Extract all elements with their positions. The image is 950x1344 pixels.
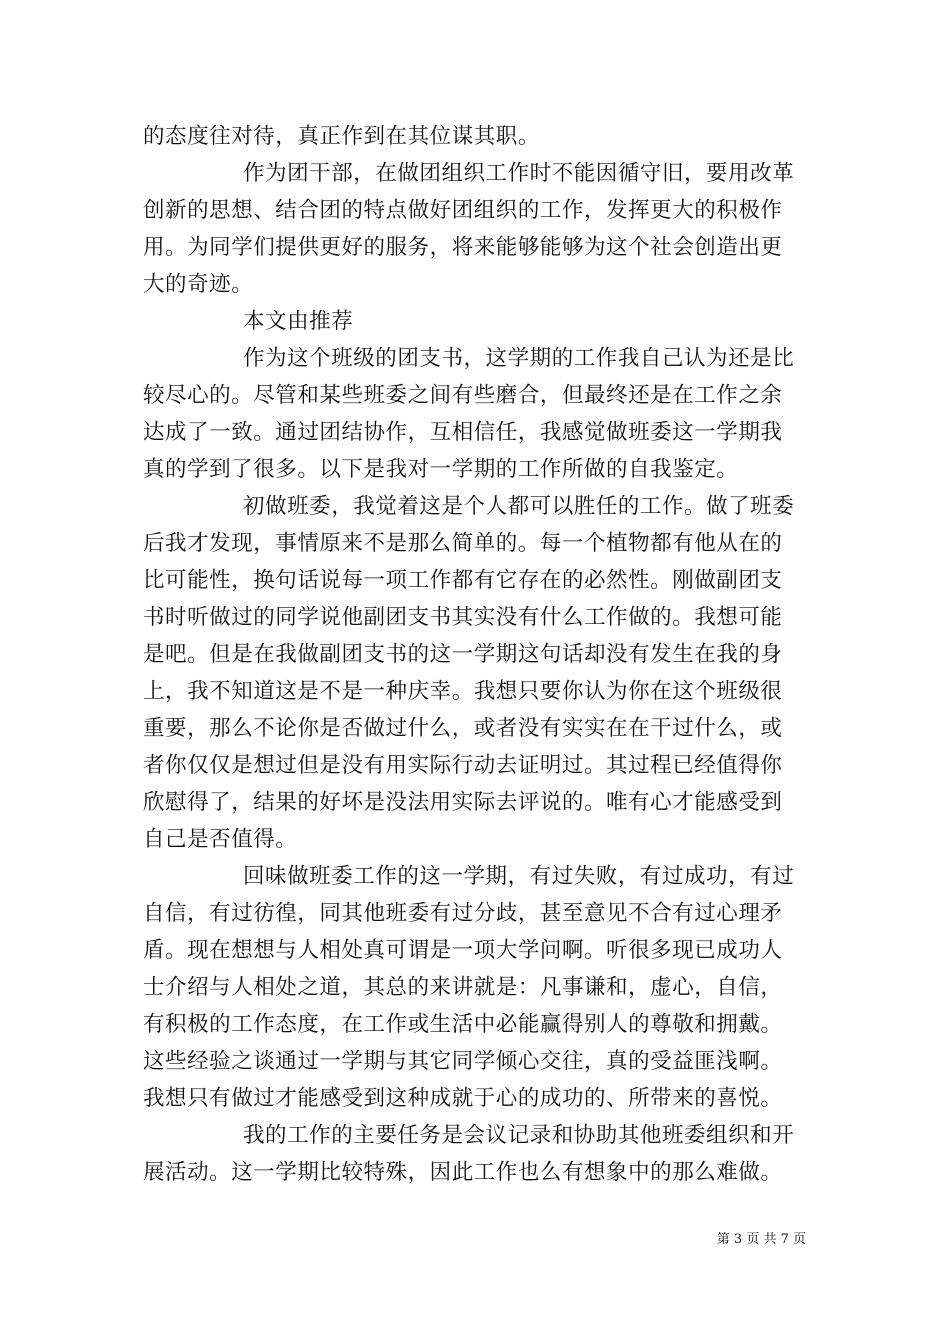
text-line: 用。为同学们提供更好的服务，将来能够能够为这个社会创造出更 <box>143 235 783 260</box>
text-line: 有积极的工作态度，在工作或生活中必能赢得别人的尊敬和拥戴。 <box>143 1012 783 1037</box>
paragraph-start-line: 本文由推荐 <box>243 309 354 334</box>
paragraph-start-line: 作为团干部，在做团组织工作时不能因循守旧，要用改革 <box>243 161 795 186</box>
text-line: 后我才发现，事情原来不是那么简单的。每一个植物都有他从在的 <box>143 531 783 556</box>
text-line: 是吧。但是在我做副团支书的这一学期这句话却没有发生在我的身 <box>143 642 783 667</box>
text-line: 展活动。这一学期比较特殊，因此工作也么有想象中的那么难做。 <box>143 1160 783 1185</box>
paragraph-start-line: 初做班委，我觉着这是个人都可以胜任的工作。做了班委 <box>243 494 795 519</box>
text-line: 真的学到了很多。以下是我对一学期的工作所做的自我鉴定。 <box>143 457 739 482</box>
text-line: 自信，有过彷徨，同其他班委有过分歧，甚至意见不合有过心理矛 <box>143 901 783 926</box>
text-line: 达成了一致。通过团结协作，互相信任，我感觉做班委这一学期我 <box>143 420 783 445</box>
text-line: 较尽心的。尽管和某些班委之间有些磨合，但最终还是在工作之余 <box>143 383 783 408</box>
text-line: 士介绍与人相处之道，其总的来讲就是：凡事谦和，虚心，自信， <box>143 975 783 1000</box>
text-line: 欣慰得了，结果的好坏是没法用实际去评说的。唯有心才能感受到 <box>143 790 783 815</box>
text-line: 书时听做过的同学说他副团支书其实没有什么工作做的。我想可能 <box>143 605 783 630</box>
text-line: 的态度往对待，真正作到在其位谋其职。 <box>143 124 540 149</box>
paragraph-start-line: 回味做班委工作的这一学期，有过失败，有过成功，有过 <box>243 864 795 889</box>
paragraph-start-line: 作为这个班级的团支书，这学期的工作我自己认为还是比 <box>243 346 795 371</box>
text-line: 重要，那么不论你是否做过什么，或者没有实实在在干过什么，或 <box>143 716 783 741</box>
text-line: 者你仅仅是想过但是没有用实际行动去证明过。其过程已经值得你 <box>143 753 783 778</box>
text-line: 我想只有做过才能感受到这种成就于心的成功的、所带来的喜悦。 <box>143 1086 783 1111</box>
text-line: 自己是否值得。 <box>143 827 298 852</box>
paragraph-start-line: 我的工作的主要任务是会议记录和协助其他班委组织和开 <box>243 1123 795 1148</box>
page-number-footer: 第 3 页 共 7 页 <box>716 1232 806 1247</box>
text-line: 盾。现在想想与人相处真可谓是一项大学问啊。听很多现已成功人 <box>143 938 783 963</box>
text-line: 比可能性，换句话说每一项工作都有它存在的必然性。刚做副团支 <box>143 568 783 593</box>
text-line: 大的奇迹。 <box>143 272 254 297</box>
text-line: 上，我不知道这是不是一种庆幸。我想只要你认为你在这个班级很 <box>143 679 783 704</box>
text-line: 这些经验之谈通过一学期与其它同学倾心交往，真的受益匪浅啊。 <box>143 1049 783 1074</box>
text-line: 创新的思想、结合团的特点做好团组织的工作，发挥更大的积极作 <box>143 198 783 223</box>
